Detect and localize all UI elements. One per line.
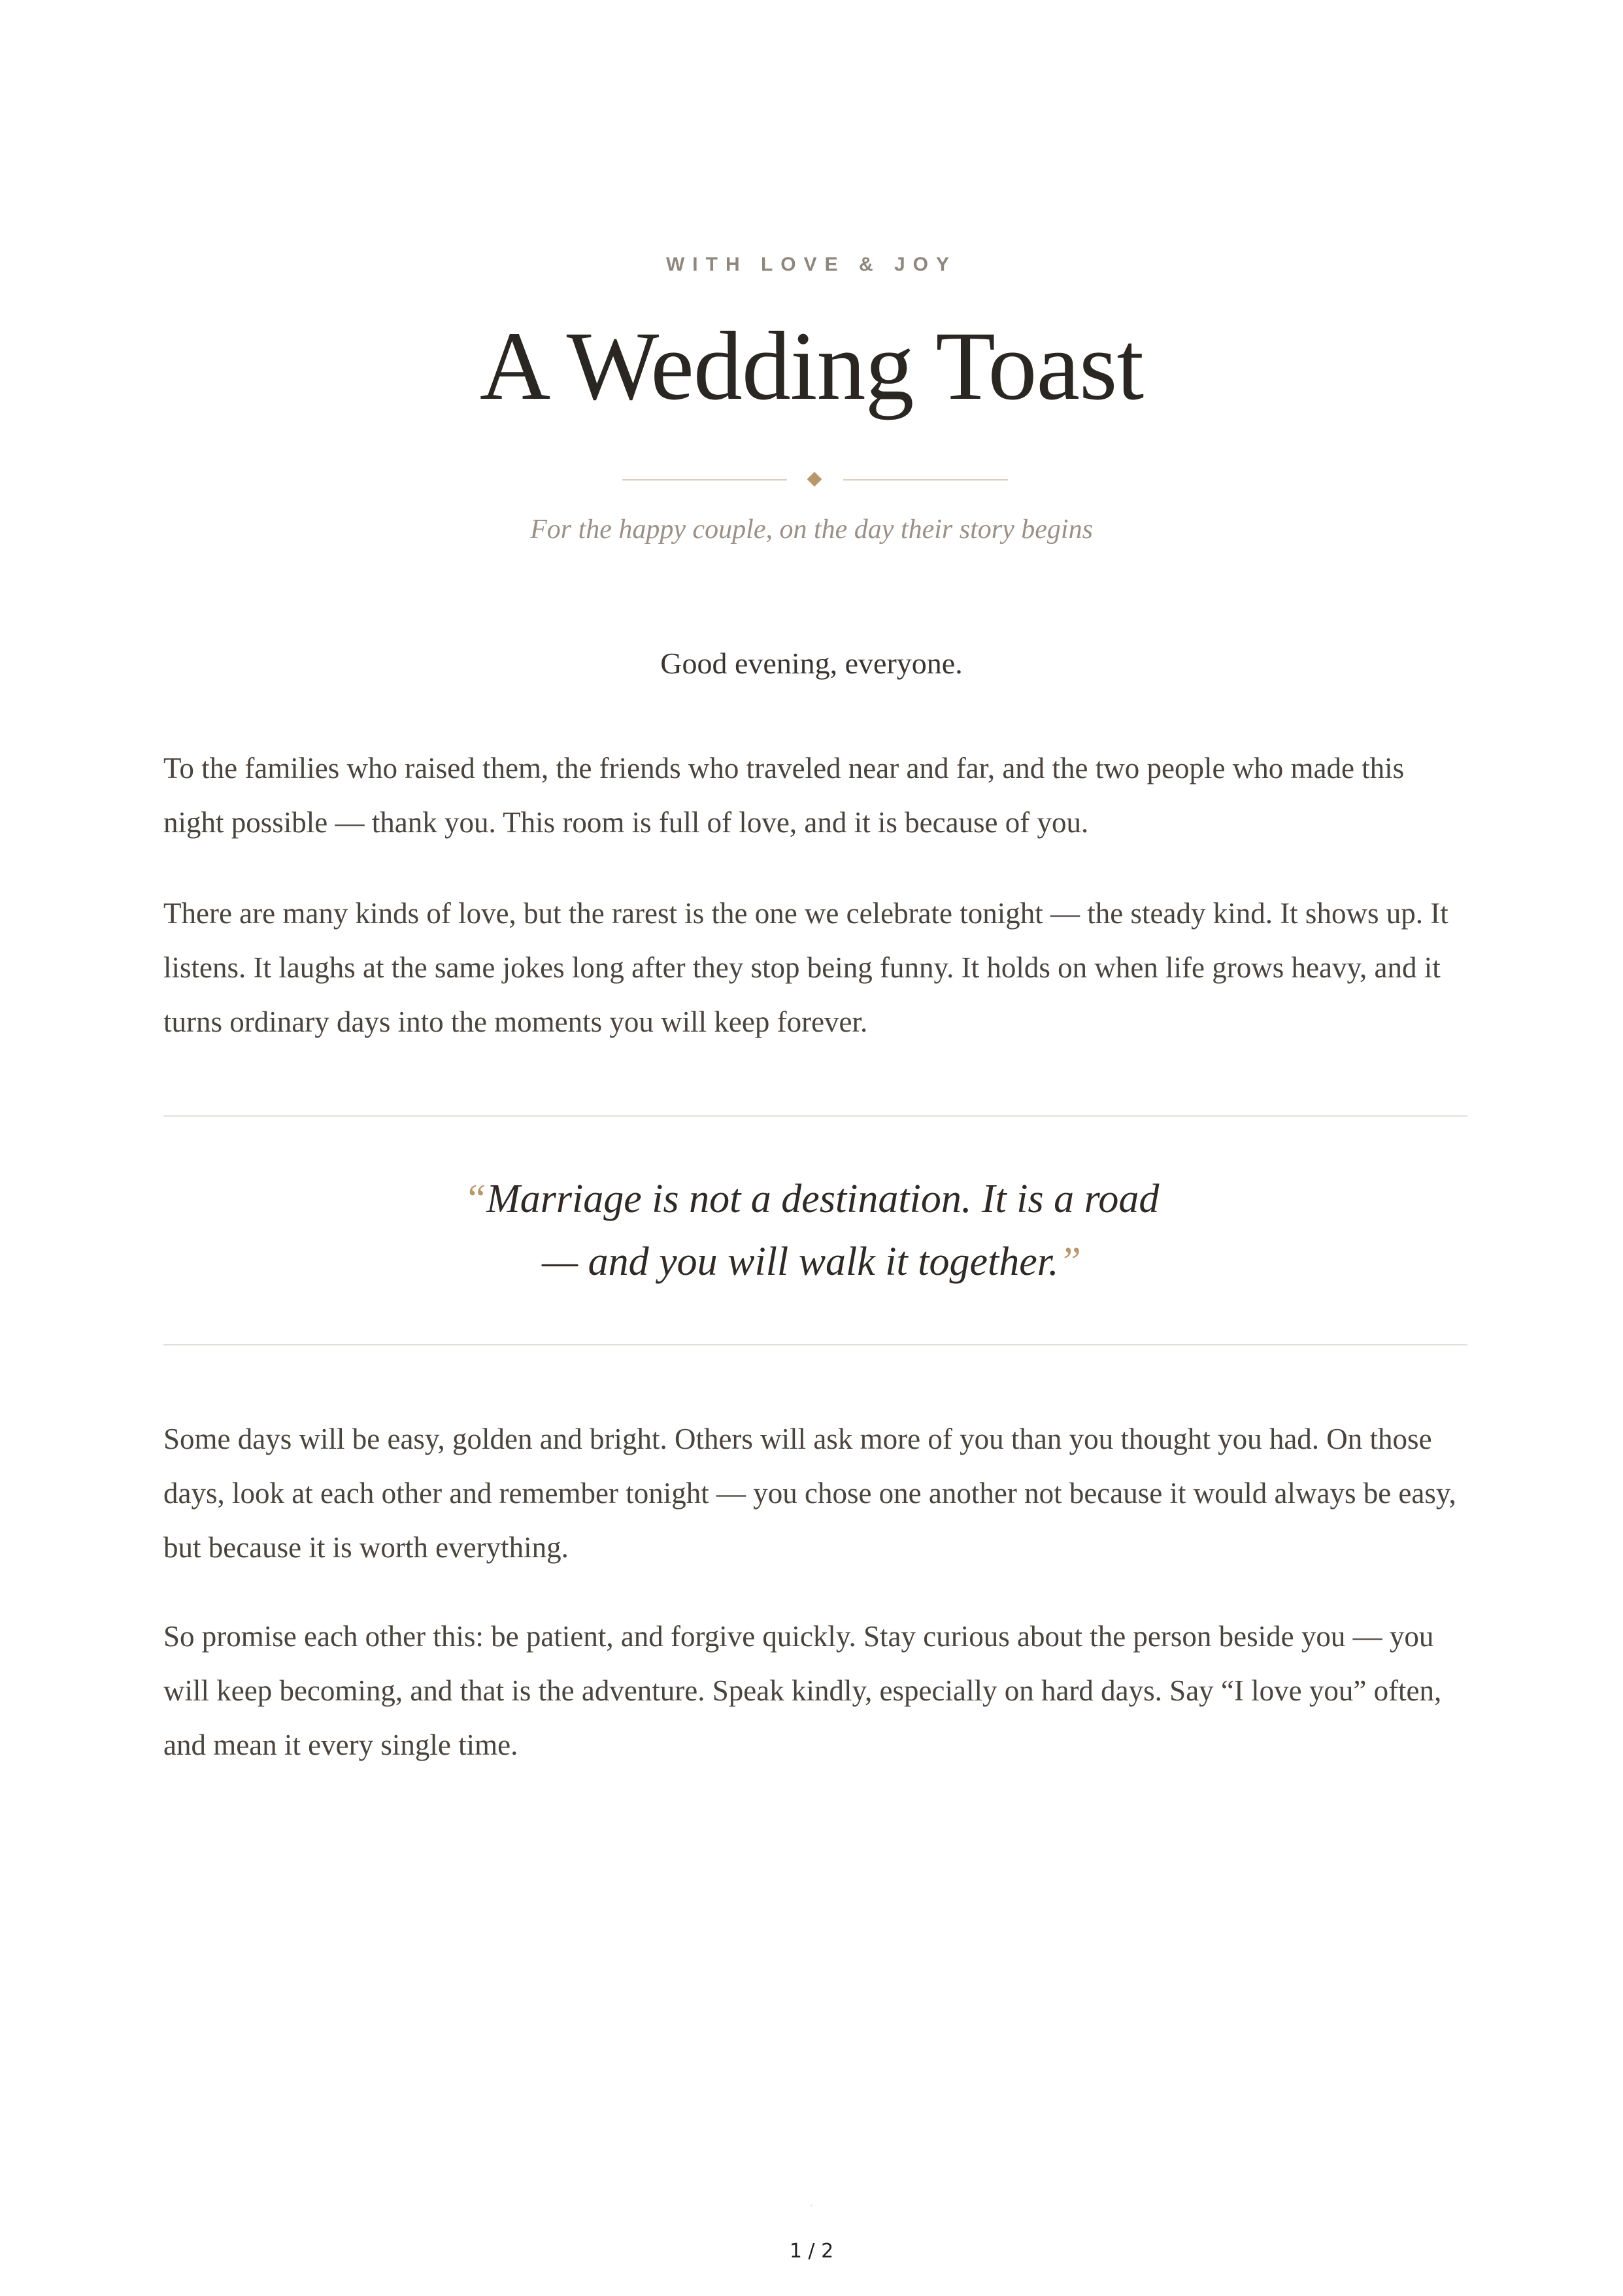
quote-divider-top bbox=[163, 1115, 1467, 1117]
paragraph-3: Some days will be easy, golden and bright. Others will ask more of you than you thought you had. On those days, look at each other and remember tonight — you chose one another not because it would always be easy, but because it is worth everything. bbox=[163, 1423, 1456, 1564]
ornament-line-right bbox=[843, 479, 1008, 481]
pull-quote bbox=[458, 1168, 1165, 1293]
page-title: A Wedding Toast bbox=[479, 312, 1144, 420]
quote-divider-bottom bbox=[163, 1344, 1467, 1345]
page-subtitle: For the happy couple, on the day their story begins bbox=[530, 515, 1093, 545]
eyebrow-label: WITH LOVE & JOY bbox=[665, 254, 958, 275]
pull-quote-text: Marriage is not a destination. It is a road — and you will walk it together. bbox=[486, 1177, 1160, 1284]
paragraph-2: There are many kinds of love, but the rarest is the one we celebrate tonight — the steady kind. It shows up. It listens. It laughs at the same jokes long after they stop being funny. It holds on when life grows heavy, and it turns ordinary days into the moments you will keep forever. bbox=[163, 897, 1448, 1038]
ornament-line-left bbox=[622, 479, 787, 481]
paragraph-4: So promise each other this: be patient, and forgive quickly. Stay curious about the person beside you — you will keep becoming, and that is the adventure. Speak kindly, especially on hard days. Say “I love you” often, and mean it every single time. bbox=[163, 1620, 1442, 1761]
title-ornament bbox=[622, 473, 1008, 486]
close-quote-mark: ” bbox=[1058, 1240, 1081, 1284]
greeting: Good evening, everyone. bbox=[660, 647, 963, 680]
footer-dot bbox=[811, 2204, 812, 2206]
page-number: 1 / 2 bbox=[789, 2240, 834, 2263]
diamond-icon bbox=[807, 472, 822, 487]
paragraph-1: To the families who raised them, the friends who traveled near and far, and the two people who made this night possible — thank you. This room is full of love, and it is because of you. bbox=[163, 752, 1405, 839]
open-quote-mark: “ bbox=[463, 1177, 487, 1221]
